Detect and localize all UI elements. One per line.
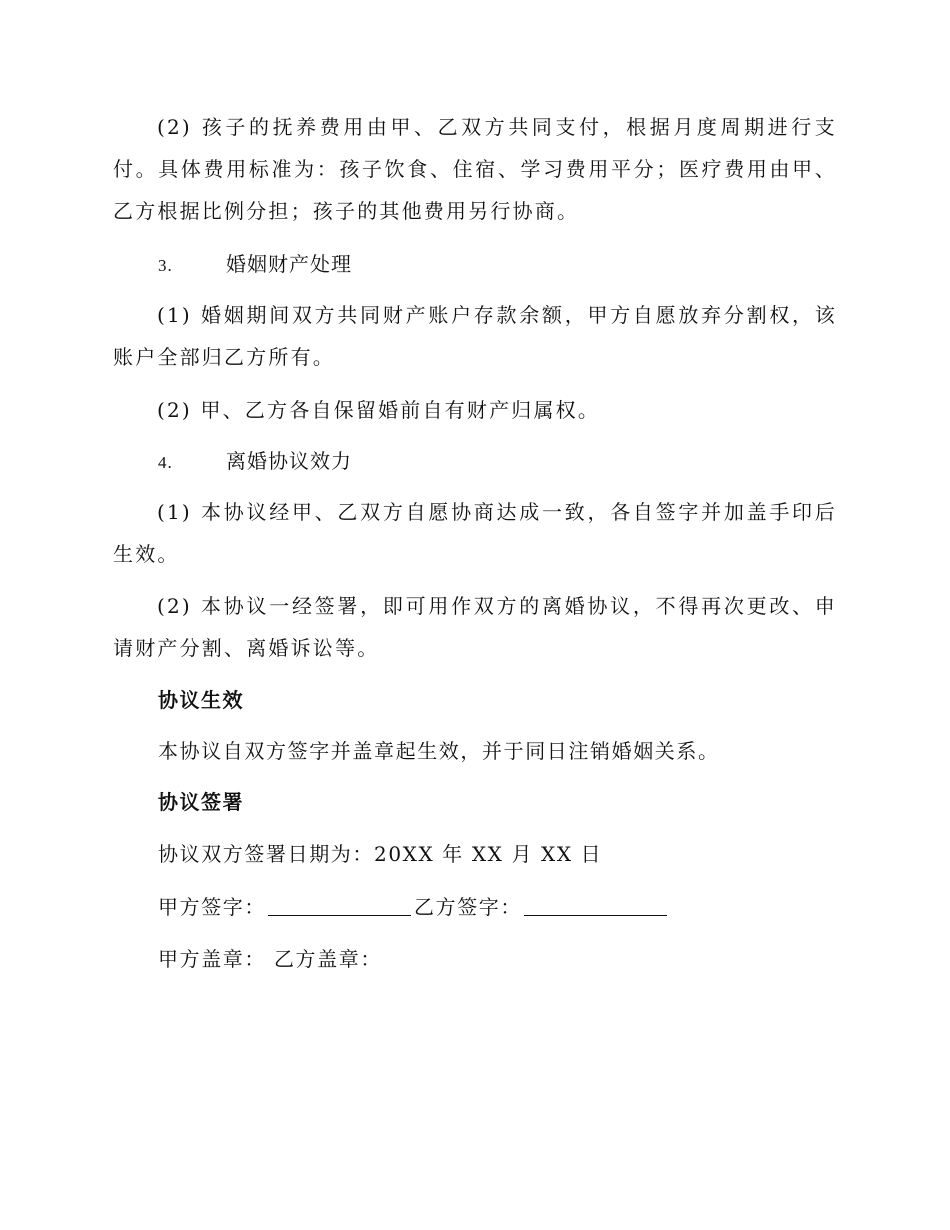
section-4-item-2: (2) 本协议一经签署，即可用作双方的离婚协议，不得再次更改、申请财产分割、离婚诉讼等。 (113, 594, 837, 660)
section-3-title: 婚姻财产处理 (226, 252, 352, 276)
section-3-number: 3. (158, 256, 173, 275)
section-4-title: 离婚协议效力 (226, 449, 352, 473)
child-support-item-2: (2) 孩子的抚养费用由甲、乙双方共同支付，根据月度周期进行支付。具体费用标准为：孩子饮食、住宿、学习费用平分；医疗费用由甲、乙方根据比例分担；孩子的其他费用另行协商。 (113, 115, 837, 223)
seal-line: 甲方盖章： 乙方盖章： (158, 947, 382, 971)
signature-line (158, 886, 670, 928)
party-a-signature-label: 甲方签字： (158, 895, 266, 919)
signing-date-line: 协议双方签署日期为：20XX 年 XX 月 XX 日 (158, 842, 603, 866)
section-3-item-1: (1) 婚姻期间双方共同财产账户存款余额，甲方自愿放弃分割权，该账户全部归乙方所有。 (113, 303, 837, 369)
party-b-signature-label: 乙方签字： (414, 895, 522, 919)
signing-title: 协议签署 (158, 790, 244, 814)
section-3-heading (158, 243, 352, 287)
section-3-item-2: (2) 甲、乙方各自保留婚前自有财产归属权。 (157, 398, 601, 422)
section-4-item-1: (1) 本协议经甲、乙双方自愿协商达成一致，各自签字并加盖手印后生效。 (113, 500, 837, 566)
effect-title: 协议生效 (158, 688, 244, 712)
section-4-number: 4. (158, 453, 173, 472)
party-b-signature-blank[interactable] (524, 895, 667, 916)
effect-text: 本协议自双方签字并盖章起生效，并于同日注销婚姻关系。 (158, 739, 720, 763)
party-a-signature-blank[interactable] (268, 895, 411, 916)
section-4-heading (158, 440, 352, 484)
